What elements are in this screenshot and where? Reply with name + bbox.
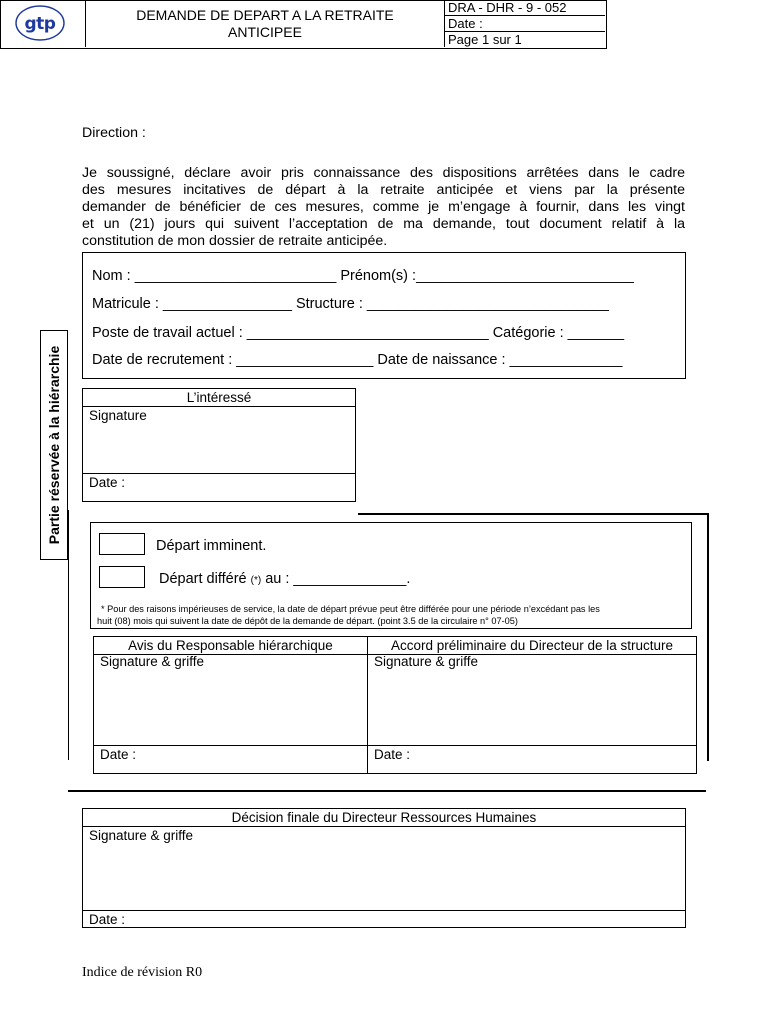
matricule-field[interactable]: Matricule : ________________ Structure : ______________________________ [92, 296, 609, 312]
declaration-line: des mesures incitatives de départ à la retraite anticipée et viens par la présente [82, 182, 685, 198]
depart-imminent-checkbox[interactable] [99, 533, 145, 555]
hierarchy-side-label [40, 330, 68, 560]
poste-field[interactable]: Poste de travail actuel : ______________________________ Catégorie : _______ [92, 325, 625, 341]
depart-note-line1: * Pour des raisons impérieuses de service, la date de départ prévue peut être différée pour une période n’excédant pas les [101, 604, 600, 614]
decision-date: Date : [89, 912, 126, 927]
depart-imminent-label: Départ imminent. [156, 538, 267, 554]
logo-cell [0, 0, 86, 47]
revision-index: Indice de révision R0 [82, 965, 203, 980]
avis-right-title: Accord préliminaire du Directeur de la structure [390, 638, 674, 653]
hierarchy-top-border [358, 513, 708, 515]
hierarchy-side-label-text: Partie réservée à la hiérarchie [46, 345, 62, 545]
declaration-paragraph [82, 165, 685, 250]
page-number: Page 1 sur 1 [448, 32, 522, 47]
interesse-signature-label: Signature [89, 408, 147, 423]
interesse-date-label: Date : [89, 475, 126, 490]
depart-differe-label[interactable] [159, 571, 410, 587]
interesse-title: L’intéressé [186, 390, 252, 405]
logo-text: gtp [24, 14, 56, 34]
declaration-line: Je soussigné, déclare avoir pris connaissance des dispositions arrêtées dans le cadre [82, 165, 685, 181]
form-reference: DRA - DHR - 9 - 052 [445, 0, 605, 16]
avis-right-date: Date : [374, 747, 411, 762]
decision-box [82, 808, 686, 928]
avis-left-date: Date : [100, 747, 137, 762]
direction-label: Direction : [82, 125, 146, 141]
identity-box [82, 252, 686, 379]
interesse-box [82, 388, 356, 502]
form-title-line1: DEMANDE DE DEPART A LA RETRAITE [136, 6, 394, 23]
depart-box [90, 522, 692, 629]
depart-differe-suffix: au : ______________. [261, 571, 411, 587]
company-logo [0, 0, 85, 47]
avis-table [93, 636, 697, 774]
reference-cell [445, 0, 605, 47]
decision-signature: Signature & griffe [89, 828, 194, 843]
depart-differe-prefix: Départ différé [159, 571, 251, 587]
name-field[interactable]: Nom : _________________________ Prénom(s) :___________________________ [92, 268, 634, 284]
recrutement-field[interactable]: Date de recrutement : _________________ Date de naissance : ______________ [92, 352, 623, 368]
hierarchy-bottom-border [68, 790, 706, 792]
hierarchy-left-border [68, 510, 69, 760]
declaration-line: demander de bénéficier de ces mesures, comme je m’engage à fournir, dans les vingt [82, 199, 685, 215]
avis-left-title: Avis du Responsable hiérarchique [128, 638, 333, 653]
form-title [86, 0, 445, 47]
document-header [0, 0, 607, 49]
declaration-line: constitution de mon dossier de retraite anticipée. [82, 233, 388, 249]
header-date: Date : [445, 16, 605, 32]
decision-title: Décision finale du Directeur Ressources Humaines [231, 810, 537, 825]
depart-note-line2: huit (08) mois qui suivent la date de dépôt de la demande de départ. (point 3.5 de la circulaire n° 07-05) [97, 616, 518, 626]
declaration-line: et un (21) jours qui suivent l’acceptation de ma demande, tout document relatif à la [82, 216, 685, 232]
hierarchy-right-border [707, 513, 709, 761]
depart-differe-checkbox[interactable] [99, 566, 145, 588]
depart-differe-star: (*) [250, 575, 262, 586]
form-title-line2: ANTICIPEE [228, 23, 302, 40]
avis-left-signature: Signature & griffe [100, 654, 205, 669]
avis-right-signature: Signature & griffe [374, 654, 479, 669]
